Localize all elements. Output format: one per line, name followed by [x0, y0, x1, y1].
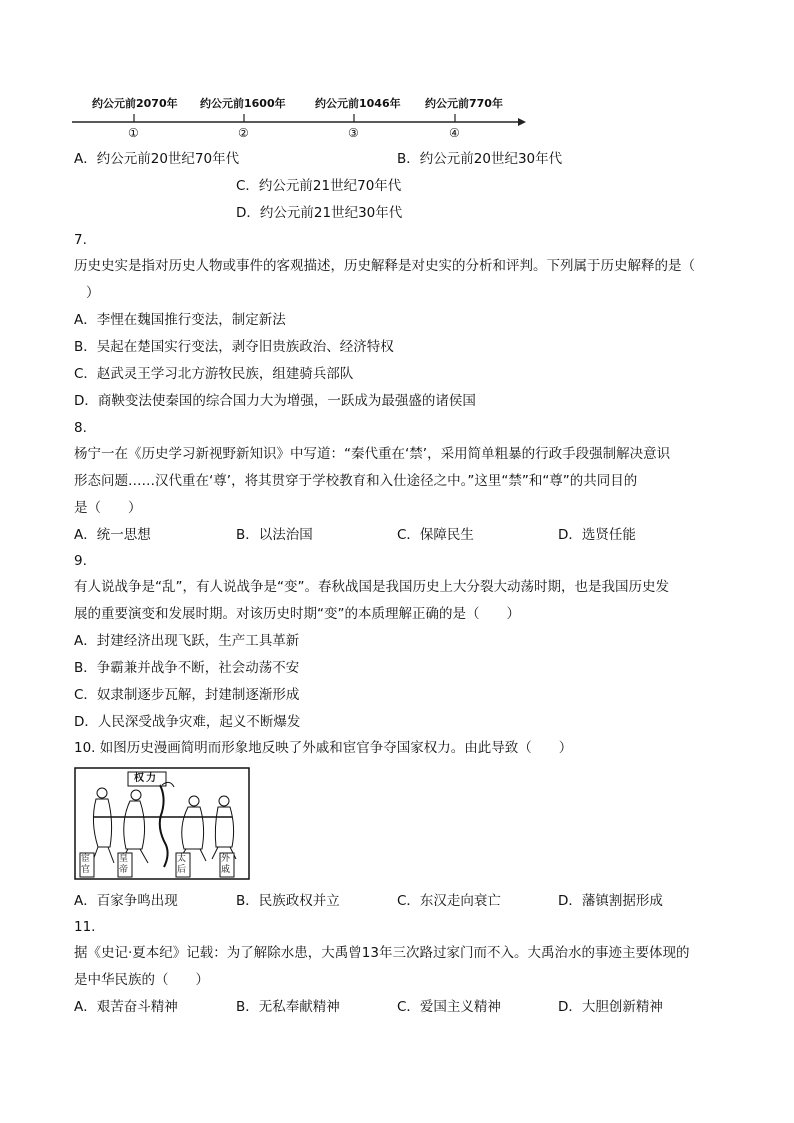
q6-option-d[interactable]: D．约公元前21世纪30年代 — [236, 205, 403, 221]
cartoon-label-emperor: 皇帝 — [119, 854, 129, 875]
q10-option-d[interactable]: D．藩镇割据形成 — [558, 893, 663, 909]
q8-option-d[interactable]: D．选贤任能 — [558, 527, 636, 543]
timeline-label-1: 约公元前2070年 — [92, 97, 178, 110]
timeline-marker-3: ③ — [348, 126, 359, 140]
q7-option-d[interactable]: D．商鞅变法使秦国的综合国力大为增强，一跃成为最强盛的诸侯国 — [74, 393, 476, 409]
q8-stem-line2: 形态问题……汉代重在‘尊’，将其贯穿于学校教育和入仕途径之中。”这里“禁”和“尊”的共同目的 — [74, 473, 638, 489]
q11-stem-line1: 据《史记·夏本纪》记载：为了解除水患，大禹曾13年三次路过家门而不入。大禹治水的事迹主要体现的 — [74, 945, 690, 961]
timeline-marker-4: ④ — [449, 126, 460, 140]
q7-option-b[interactable]: B．吴起在楚国实行变法，剥夺旧贵族政治、经济特权 — [74, 339, 394, 355]
q9-option-d[interactable]: D．人民深受战争灾难，起义不断爆发 — [74, 714, 301, 730]
q8-stem-line1: 杨宁一在《历史学习新视野新知识》中写道：“秦代重在‘禁’，采用简单粗暴的行政手段强制解决意识 — [74, 446, 671, 462]
q9-option-b[interactable]: B．争霸兼并战争不断，社会动荡不安 — [74, 660, 300, 676]
timeline-label-4: 约公元前770年 — [425, 97, 503, 110]
q7-stem-line1: 历史史实是指对历史人物或事件的客观描述，历史解释是对史实的分析和评判。下列属于历史解释的是（ — [74, 258, 695, 274]
q11-option-b[interactable]: B．无私奉献精神 — [236, 999, 340, 1015]
q8-option-b[interactable]: B．以法治国 — [236, 527, 313, 543]
timeline-label-3: 约公元前1046年 — [315, 97, 401, 110]
q10-option-a[interactable]: A．百家争鸣出现 — [74, 893, 178, 909]
q8-stem-line3: 是（ ） — [74, 500, 142, 516]
q9-stem-line1: 有人说战争是“乱”，有人说战争是“变”。春秋战国是我国历史上大分裂大动荡时期，也是我国历史发 — [74, 579, 669, 595]
q10-stem: 10. 如图历史漫画简明而形象地反映了外戚和宦官争夺国家权力。由此导致（ ） — [74, 740, 573, 756]
q11-option-c[interactable]: C．爱国主义精神 — [397, 999, 501, 1015]
cartoon-label-eunuch: 宦官 — [81, 854, 91, 875]
cartoon-label-consort-kin: 外戚 — [221, 854, 231, 875]
q7-option-a[interactable]: A．李悝在魏国推行变法，制定新法 — [74, 312, 286, 328]
q10-option-b[interactable]: B．民族政权并立 — [236, 893, 340, 909]
q7-stem-line2: ） — [86, 285, 100, 301]
q9-option-a[interactable]: A．封建经济出现飞跃，生产工具革新 — [74, 633, 300, 649]
q9-option-c[interactable]: C．奴隶制逐步瓦解，封建制逐渐形成 — [74, 687, 300, 703]
q10-option-c[interactable]: C．东汉走向衰亡 — [397, 893, 501, 909]
q6-option-a[interactable]: A．约公元前20世纪70年代 — [74, 151, 240, 167]
q8-option-c[interactable]: C．保障民生 — [397, 527, 474, 543]
q9-number: 9. — [74, 553, 87, 569]
q9-stem-line2: 展的重要演变和发展时期。对该历史时期“变”的本质理解正确的是（ ） — [74, 606, 520, 622]
q8-option-a[interactable]: A．统一思想 — [74, 527, 151, 543]
q11-number: 11. — [74, 919, 96, 935]
q6-option-c[interactable]: C．约公元前21世纪70年代 — [236, 178, 402, 194]
timeline-marker-2: ② — [238, 126, 249, 140]
timeline-label-2: 约公元前1600年 — [200, 97, 286, 110]
q11-option-d[interactable]: D．大胆创新精神 — [558, 999, 663, 1015]
timeline-marker-1: ① — [128, 126, 139, 140]
cartoon-banner: 权力 — [134, 773, 158, 784]
q7-option-c[interactable]: C．赵武灵王学习北方游牧民族，组建骑兵部队 — [74, 366, 354, 382]
q7-number: 7. — [74, 232, 87, 248]
q6-option-b[interactable]: B．约公元前20世纪30年代 — [397, 151, 563, 167]
q11-stem-line2: 是中华民族的（ ） — [74, 972, 209, 988]
cartoon-label-empress-dowager: 太后 — [177, 854, 187, 875]
q11-option-a[interactable]: A．艰苦奋斗精神 — [74, 999, 178, 1015]
q8-number: 8. — [74, 420, 87, 436]
q10-cartoon — [74, 767, 250, 880]
